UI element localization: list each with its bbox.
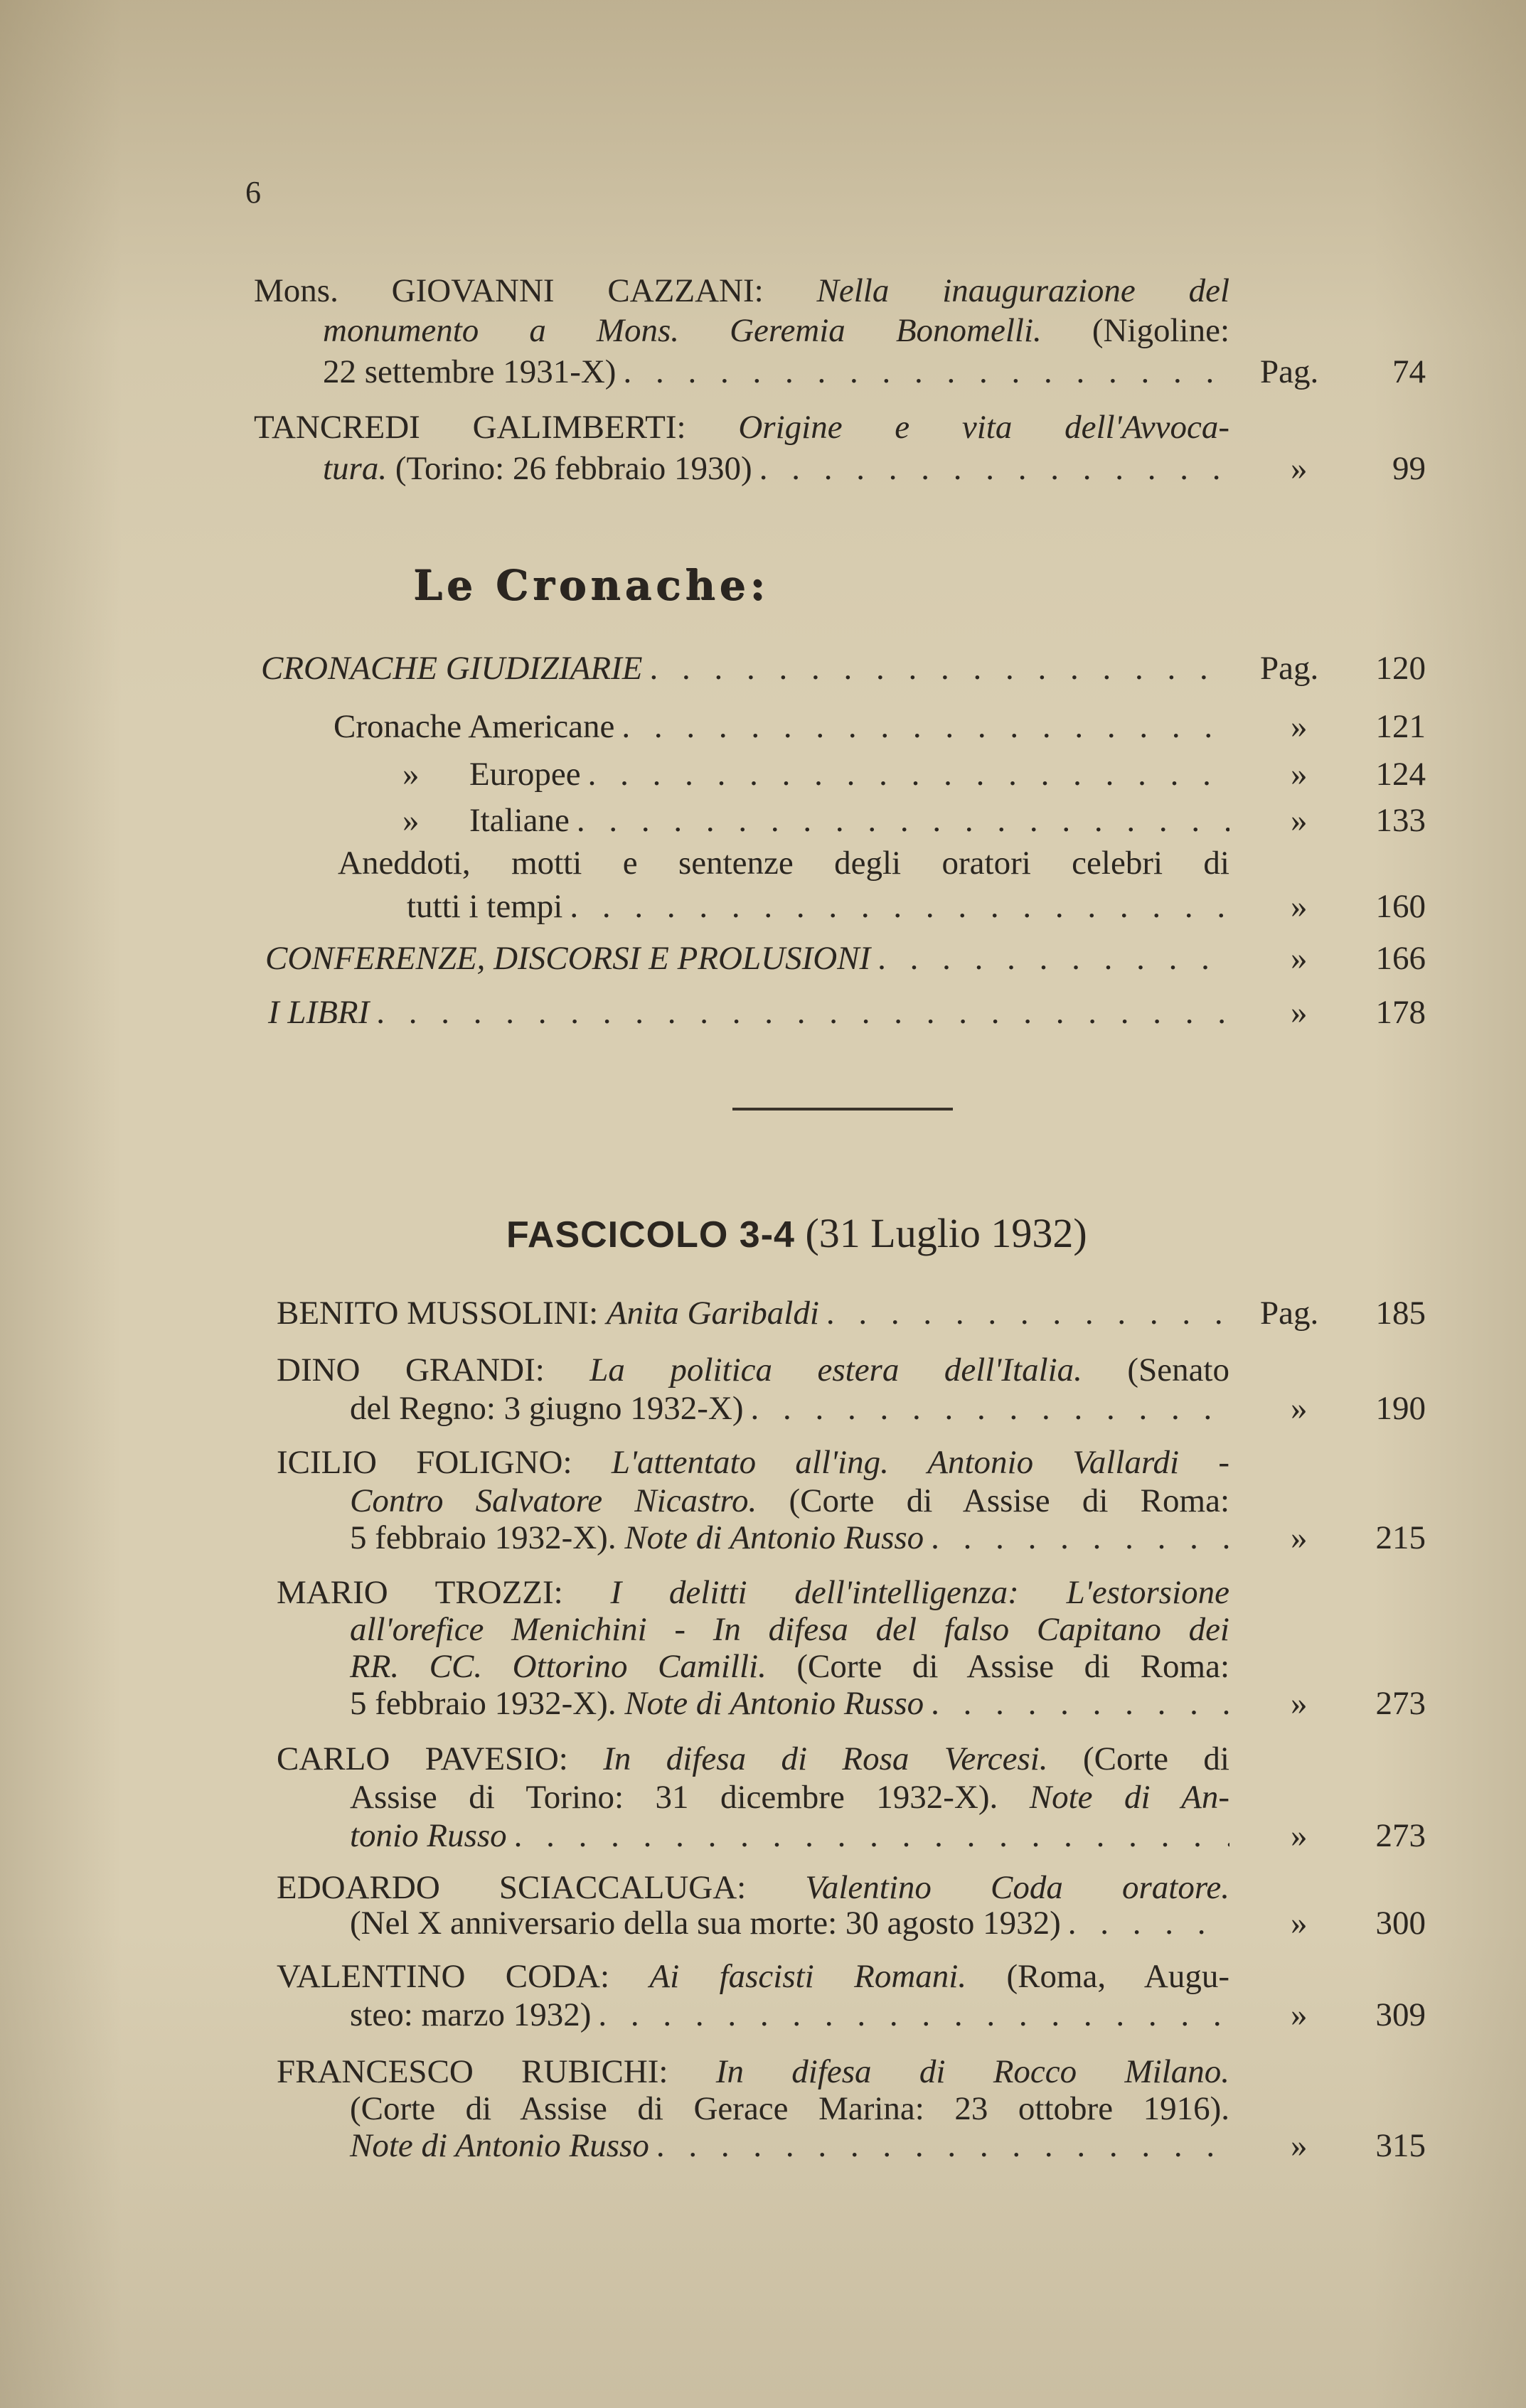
title-text: CONFERENZE, DISCORSI E PROLUSIONI <box>265 940 871 977</box>
line-text <box>268 992 369 1032</box>
page-reference: 120 <box>1375 650 1426 687</box>
part2-entry-line <box>277 1868 1229 1907</box>
page-reference: 166 <box>1375 940 1426 977</box>
line-text <box>350 1648 1229 1685</box>
page-reference: 185 <box>1375 1295 1426 1332</box>
text: 5 febbraio 1932-X). <box>350 1519 625 1556</box>
part1-entry-line <box>323 449 1229 488</box>
fascicolo-label: FASCICOLO 3-4 <box>506 1214 795 1256</box>
title-text: tonio Russo <box>350 1817 507 1854</box>
line-text <box>350 1816 507 1856</box>
line-text <box>277 1740 1229 1777</box>
dot-leader <box>577 801 1229 840</box>
title-text: Note di Antonio Russo <box>624 1685 924 1722</box>
part2-entry-line <box>350 1903 1229 1943</box>
part2-entry-line <box>277 1350 1229 1390</box>
fascicolo-heading <box>506 1209 1087 1260</box>
page-reference: 273 <box>1375 1817 1426 1854</box>
line-text <box>350 2090 1229 2127</box>
text: ICILIO FOLIGNO: <box>277 1444 612 1481</box>
title-text: RR. CC. Ottorino Camilli. <box>350 1648 767 1685</box>
text: 5 febbraio 1932-X). <box>350 1685 625 1722</box>
part2-entry-line <box>277 1739 1229 1779</box>
section-heading-cronache: Le Cronache: <box>414 562 770 610</box>
dot-leader <box>1068 1903 1229 1943</box>
dot-leader <box>376 992 1229 1032</box>
text: CARLO PAVESIO: <box>277 1740 604 1777</box>
cronache-entry-line <box>402 754 1229 794</box>
dot-leader <box>877 938 1229 978</box>
dot-leader <box>621 707 1229 747</box>
part2-entry-line <box>277 1573 1229 1612</box>
line-text <box>350 1518 924 1558</box>
line-text <box>350 1684 924 1723</box>
line-text <box>261 648 643 688</box>
line-text <box>254 272 1229 309</box>
title-text: L'attentato all'ing. Antonio Vallardi - <box>611 1444 1230 1481</box>
page-marker: » <box>1291 1996 1308 2033</box>
text: TANCREDI GALIMBERTI: <box>254 409 739 446</box>
page-reference: 309 <box>1375 1996 1426 2033</box>
part2-entry-line <box>350 1647 1229 1686</box>
part2-entry-line <box>350 1481 1229 1521</box>
title-text: Origine e vita dell'Avvoca- <box>738 409 1229 446</box>
line-text <box>350 1779 1229 1816</box>
dot-leader <box>588 754 1229 794</box>
text: Assise di Torino: 31 dicembre 1932-X). <box>350 1779 1030 1816</box>
dot-leader <box>598 1995 1229 2035</box>
text: (Nigoline: <box>1041 312 1229 349</box>
dot-leader <box>826 1293 1229 1333</box>
title-text: tura. <box>323 450 388 487</box>
part2-entry-line <box>277 1443 1229 1482</box>
page-reference: 315 <box>1375 2127 1426 2164</box>
text: (Corte di Assise di Gerace Marina: 23 ottobre 1916). <box>350 2090 1229 2127</box>
page-reference: 74 <box>1392 353 1426 390</box>
line-text <box>265 938 870 978</box>
line-text <box>323 352 616 392</box>
line-text <box>350 1388 744 1428</box>
line-text <box>407 887 562 926</box>
title-text: all'orefice Menichini - In difesa del falso Capitano dei <box>350 1611 1229 1648</box>
part1-entry-line <box>323 352 1229 392</box>
line-text <box>350 1995 591 2035</box>
part2-entry-line <box>350 1995 1229 2035</box>
line-text <box>402 801 570 840</box>
title-text: Note di Antonio Russo <box>624 1519 924 1556</box>
text: (Roma, Augu- <box>966 1958 1229 1995</box>
part1-entry-line <box>323 311 1229 351</box>
dot-leader <box>759 449 1229 488</box>
line-text <box>402 754 581 794</box>
text: DINO GRANDI: <box>277 1352 590 1388</box>
line-text <box>338 845 1229 882</box>
cronache-entry-line <box>268 992 1229 1032</box>
text: del Regno: 3 giugno 1932-X) <box>350 1390 744 1427</box>
line-text <box>277 1444 1229 1481</box>
title-text: Nella inaugurazione del <box>816 272 1229 309</box>
part2-entry-line <box>277 1293 1229 1333</box>
title-text: I LIBRI <box>268 994 370 1031</box>
text: BENITO MUSSOLINI: <box>277 1295 607 1332</box>
cronache-entry-line <box>261 648 1229 688</box>
line-text <box>277 1574 1229 1611</box>
text: Aneddoti, motti e sentenze degli oratori celebri di <box>338 845 1229 882</box>
text: » Europee <box>402 756 581 793</box>
title-text: Note di An- <box>1029 1779 1230 1816</box>
part2-entry-line <box>350 1777 1229 1817</box>
title-text: I delitti dell'intelligenza: L'estorsione <box>610 1574 1229 1611</box>
title-text: In difesa di Rocco Milano. <box>715 2053 1229 2090</box>
page-reference: 133 <box>1375 802 1426 839</box>
cronache-entry-line <box>338 843 1229 883</box>
page-marker: » <box>1291 1390 1308 1427</box>
title-text: La politica estera dell'Italia. <box>589 1352 1082 1388</box>
dot-leader <box>570 887 1229 926</box>
line-text <box>277 1958 1229 1995</box>
dot-leader <box>931 1518 1229 1558</box>
page-marker: Pag. <box>1260 650 1319 687</box>
page-marker: » <box>1291 708 1308 745</box>
text: FRANCESCO RUBICHI: <box>277 2053 716 2090</box>
part2-entry-line <box>350 1610 1229 1649</box>
line-text <box>323 312 1229 349</box>
line-text <box>277 1869 1229 1906</box>
page-reference: 178 <box>1375 994 1426 1031</box>
line-text <box>350 1611 1229 1648</box>
page-marker: » <box>1291 2127 1308 2164</box>
title-text: Ai fascisti Romani. <box>649 1958 967 1995</box>
title-text: Note di Antonio Russo <box>350 2127 649 2164</box>
line-text <box>277 1352 1229 1388</box>
part2-entry-line <box>350 1388 1229 1428</box>
title-text: Valentino Coda oratore. <box>805 1869 1229 1906</box>
text: tutti i tempi <box>407 888 563 925</box>
text: 22 settembre 1931-X) <box>323 353 617 390</box>
cronache-entry-line <box>407 887 1229 926</box>
dot-leader <box>656 2126 1229 2166</box>
page-reference: 273 <box>1375 1685 1426 1722</box>
page-marker: Pag. <box>1260 353 1319 390</box>
cronache-entry-line <box>334 707 1229 747</box>
line-text <box>323 449 752 488</box>
page-marker: » <box>1291 940 1308 977</box>
part2-entry-line <box>350 2126 1229 2166</box>
line-text <box>350 2126 649 2166</box>
text: » Italiane <box>402 802 570 839</box>
page-reference: 190 <box>1375 1390 1426 1427</box>
page-reference: 160 <box>1375 888 1426 925</box>
page-marker: » <box>1291 1685 1308 1722</box>
page-marker: » <box>1291 888 1308 925</box>
dot-leader <box>751 1388 1230 1428</box>
text: MARIO TROZZI: <box>277 1574 611 1611</box>
page-reference: 215 <box>1375 1519 1426 1556</box>
line-text <box>334 707 614 747</box>
page-marker: » <box>1291 1817 1308 1854</box>
cronache-entry-line <box>265 938 1229 978</box>
text: Mons. GIOVANNI CAZZANI: <box>254 272 817 309</box>
part2-entry-line <box>350 1684 1229 1723</box>
text: (Corte di Assise di Roma: <box>766 1648 1230 1685</box>
section-divider <box>732 1108 953 1111</box>
text: Cronache Americane <box>334 708 615 745</box>
title-text: Contro Salvatore Nicastro. <box>350 1482 757 1519</box>
page-marker: » <box>1291 1519 1308 1556</box>
page-marker: » <box>1291 450 1308 487</box>
text: (Senato <box>1082 1352 1229 1388</box>
title-text: CRONACHE GIUDIZIARIE <box>261 650 643 687</box>
page-reference: 99 <box>1392 450 1426 487</box>
dot-leader <box>514 1816 1229 1856</box>
part1-entry-line <box>254 407 1229 447</box>
part2-entry-line <box>350 1518 1229 1558</box>
line-text <box>350 1903 1061 1943</box>
dot-leader <box>623 352 1229 392</box>
text: EDOARDO SCIACCALUGA: <box>277 1869 806 1906</box>
page-number: 6 <box>245 175 261 210</box>
page-marker: » <box>1291 802 1308 839</box>
part2-entry-line <box>277 1957 1229 1996</box>
page-marker: Pag. <box>1260 1295 1319 1332</box>
fascicolo-date: (31 Luglio 1932) <box>805 1210 1087 1256</box>
line-text <box>350 1482 1229 1519</box>
line-text <box>254 409 1229 446</box>
text: VALENTINO CODA: <box>277 1958 650 1995</box>
text: (Nel X anniversario della sua morte: 30 agosto 1932) <box>350 1905 1061 1942</box>
title-text: monumento a Mons. Geremia Bonomelli. <box>323 312 1042 349</box>
page-reference: 124 <box>1375 756 1426 793</box>
cronache-entry-line <box>402 801 1229 840</box>
line-text <box>277 2053 1229 2090</box>
dot-leader <box>650 648 1229 688</box>
part1-entry-line <box>254 271 1229 311</box>
text: (Corte di Assise di Roma: <box>757 1482 1230 1519</box>
page-reference: 121 <box>1375 708 1426 745</box>
page-marker: » <box>1291 1905 1308 1942</box>
text: (Torino: 26 febbraio 1930) <box>387 450 752 487</box>
page-reference: 300 <box>1375 1905 1426 1942</box>
dot-leader <box>931 1684 1229 1723</box>
part2-entry-line <box>350 1816 1229 1856</box>
text: (Corte di <box>1047 1740 1229 1777</box>
page-marker: » <box>1291 994 1308 1031</box>
part2-entry-line <box>277 2052 1229 2092</box>
title-text: Anita Garibaldi <box>606 1295 819 1332</box>
line-text <box>277 1293 819 1333</box>
page-marker: » <box>1291 756 1308 793</box>
title-text: In difesa di Rosa Vercesi. <box>603 1740 1048 1777</box>
text: steo: marzo 1932) <box>350 1996 592 2033</box>
part2-entry-line <box>350 2089 1229 2129</box>
